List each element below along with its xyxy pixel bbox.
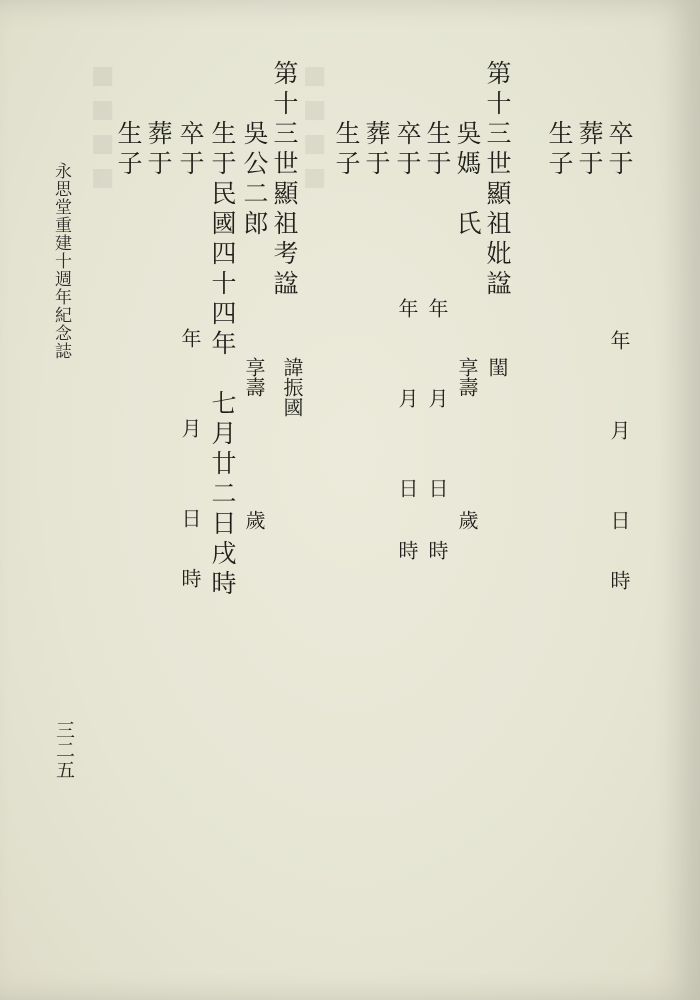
died-hour: 時	[178, 568, 202, 588]
page-number: 三二五	[53, 720, 75, 780]
ancestress-heading: 第十三世顯祖妣諡	[483, 60, 512, 300]
age-prefix: 享壽	[455, 357, 479, 397]
died-year: 年	[395, 298, 419, 318]
ancestor-name: 吳公二郎	[240, 120, 269, 240]
death-day: 日	[607, 510, 631, 530]
buried-label: 葬于	[575, 120, 604, 180]
died-label: 卒于	[393, 120, 422, 180]
born-hour: 時	[425, 540, 449, 560]
ancestor-heading: 第十三世顯祖考諡	[270, 60, 299, 300]
died-month: 月	[395, 388, 419, 408]
age-unit: 歲	[455, 510, 479, 530]
bleed-through: ■■■■	[88, 60, 117, 196]
born-month: 月	[425, 388, 449, 408]
born-year: 年	[425, 298, 449, 318]
age-prefix: 享壽	[242, 357, 266, 397]
death-month: 月	[607, 420, 631, 440]
taboo-name: 諱振國	[280, 357, 304, 417]
heading-end: 閨	[485, 357, 509, 377]
children-label: 生子	[332, 120, 361, 180]
children-label: 生子	[114, 120, 143, 180]
children-label: 生子	[545, 120, 574, 180]
died-month: 月	[178, 418, 202, 438]
died-label: 卒于	[176, 120, 205, 180]
ancestress-name-suffix: 氏	[453, 210, 482, 240]
born-day: 日	[425, 478, 449, 498]
died-label: 卒于	[605, 120, 634, 180]
died-year: 年	[178, 328, 202, 348]
died-hour: 時	[395, 540, 419, 560]
death-year: 年	[607, 330, 631, 350]
died-day: 日	[178, 508, 202, 528]
born-date-rest: 七月廿二日戌時	[208, 390, 237, 600]
death-hour: 時	[607, 570, 631, 590]
died-day: 日	[395, 478, 419, 498]
margin-title: 永思堂重建十週年紀念誌	[51, 162, 71, 360]
born-label: 生于	[423, 120, 452, 180]
age-unit: 歲	[242, 510, 266, 530]
ancestress-name: 吳媽	[453, 120, 482, 180]
bleed-through: ■■■■	[300, 60, 329, 196]
buried-label: 葬于	[362, 120, 391, 180]
born-date: 生于民國四十四年	[208, 120, 237, 360]
buried-label: 葬于	[144, 120, 173, 180]
